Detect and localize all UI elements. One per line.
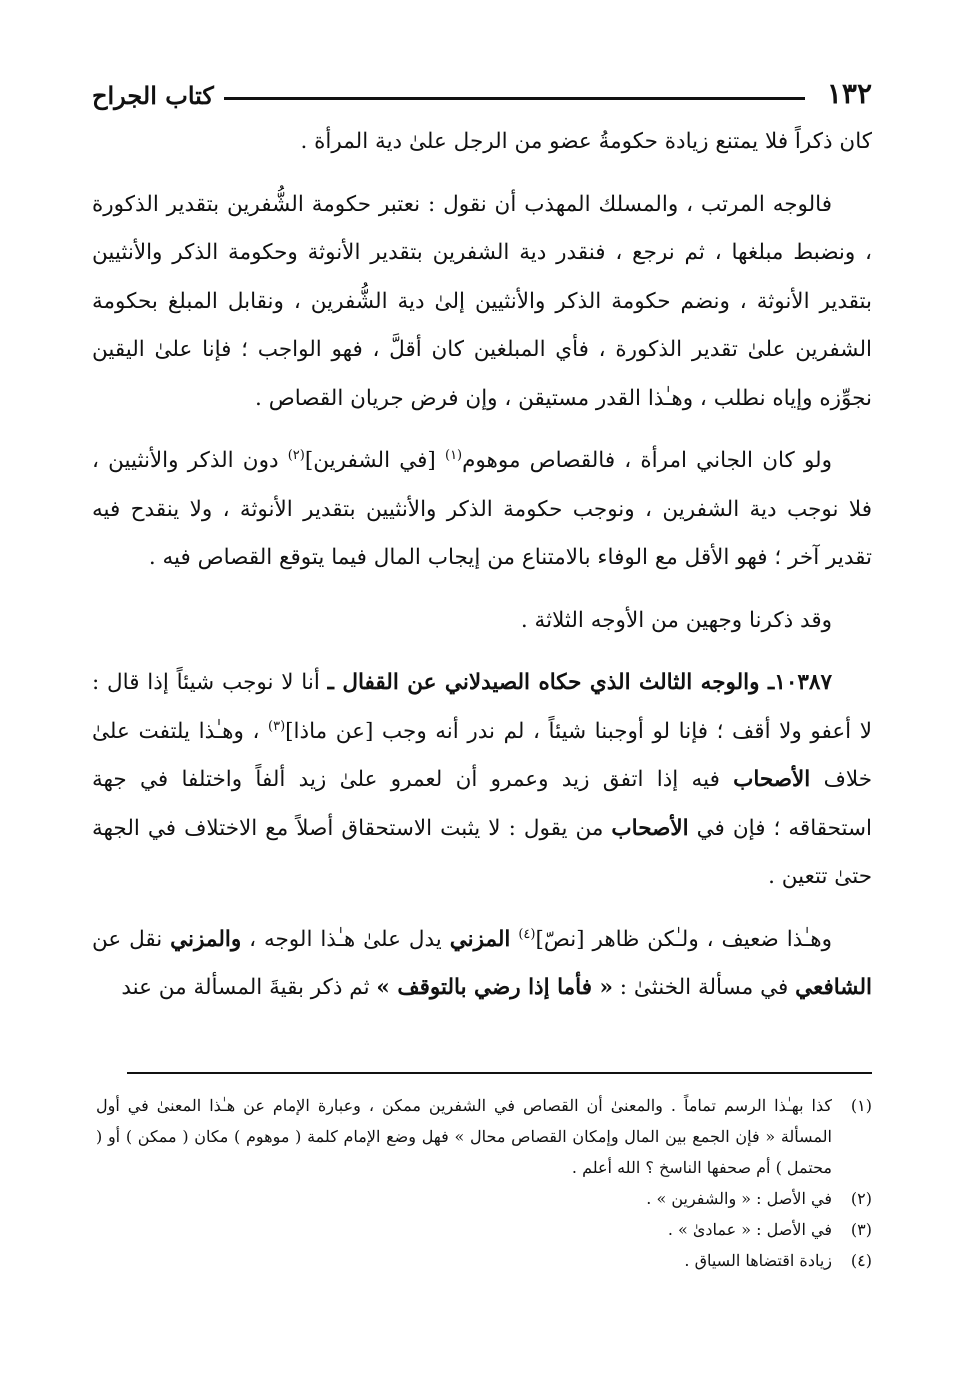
footnote-text: كذا بهـٰذا الرسم تماماً . والمعنىٰ أن القصاص في الشفرين ممكن ، وعبارة الإمام عن هـٰذا المعنىٰ في أول المسألة « فإن الجمع بين المال وإمكان القصاص محال » فهل وضع الإمام كلمة ( موهوم ) مكان ( ممكن ) أو ( محتمل ) أم صحفها الناسخ ؟ الله أعلم . xyxy=(96,1096,832,1177)
running-title: كتاب الجراح xyxy=(92,81,214,110)
footnote-number: (٢) xyxy=(850,1189,872,1208)
section-heading: ١٠٣٨٧ـ والوجه الثالث الذي حكاه الصيدلاني عن القفال ـ xyxy=(327,670,833,695)
book-page xyxy=(92,68,872,1368)
footnote-number: (٤) xyxy=(850,1251,872,1270)
header-rule xyxy=(224,97,805,100)
main-text xyxy=(92,118,872,1013)
footnote-number: (٣) xyxy=(850,1220,872,1239)
page-header xyxy=(92,68,872,110)
paragraph-1: كان ذكراً فلا يمتنع زيادة حكومةُ عضو من الرجل علىٰ دية المرأة . xyxy=(300,129,872,154)
footnote-ref-4: (٤) xyxy=(518,926,536,942)
footnote-number: (١) xyxy=(850,1096,872,1115)
footnote-separator xyxy=(127,1072,872,1074)
paragraph-6: وهـٰذا ضعيف ، ولـٰكن ظاهر [نصّ]$^{(٤)}$ المزني يدل علىٰ هـٰذا الوجه ، والمزني نقل عن الشافعي في مسألة الخنثىٰ : « فأما إذا رضي بالتوقف » ثم ذكر بقيةَ المسألة من عند xyxy=(92,926,872,1000)
footnote-text: في الأصل : « والشفرين » . xyxy=(646,1189,832,1208)
paragraph-2: فالوجه المرتب ، والمسلك المهذب أن نقول : نعتبر حكومة الشُّفرين بتقدير الذكورة ، ونضبط مبلغها ، ثم نرجع ، فنقدر دية الشفرين بتقدير الأنوثة وحكومة الذكر والأنثيين بتقدير الأنوثة ، ونضم حكومة الذكر والأنثيين إلىٰ دية الشُّفرين ، ونقابل المبلغ بحكومة الشفرين علىٰ تقدير الذكورة ، فأي المبلغين كان أقلَّ ، فهو الواجب ؛ فإنا علىٰ اليقين نجوِّزه وإياه نطلب ، وهـٰذا القدر مستيقن ، وإن فرض جريان القصاص . xyxy=(92,191,872,411)
footnote-ref-3: (٣) xyxy=(268,718,286,734)
footnote-text: زيادة اقتضاها السياق . xyxy=(684,1251,832,1270)
footnote-1 xyxy=(92,1090,872,1183)
footnote-4 xyxy=(92,1245,872,1276)
paragraph-5: ١٠٣٨٧ـ والوجه الثالث الذي حكاه الصيدلاني عن القفال ـ أنا لا نوجب شيئاً إذا قال : لا أعفو ولا أقف ؛ فإنا لو أوجبنا شيئاً ، لم ندر أنه وجب [عن ماذا]$^{(٣)}$ ، وهـٰذا يلتفت علىٰ خلاف الأصحاب فيه إذا اتفق زيد وعمرو أن لعمرو علىٰ زيد ألفاً واختلفا في جهة استحقاقه ؛ فإن في الأصحاب من يقول : لا يثبت الاستحقاق أصلاً مع الاختلاف في الجهة حتىٰ تتعين . xyxy=(92,670,873,889)
footnote-3 xyxy=(92,1214,872,1245)
footnote-ref-1: (١) xyxy=(444,447,463,463)
footnote-text: في الأصل : « عمادىٰ » . xyxy=(667,1220,832,1239)
footnotes xyxy=(92,1090,872,1276)
paragraph-3: ولو كان الجاني امرأة ، فالقصاص موهوم$^{(١)}$ [في الشفرين]$^{(٢)}$ دون الذكر والأنثيين ، فلا نوجب دية الشفرين ، ونوجب حكومة الذكر والأنثيين بتقدير الأنوثة ، ولا ينقدح فيه تقدير آخر ؛ فهو الأقل مع الوفاء بالامتناع من إيجاب المال فيما يتوقع القصاص فيه . xyxy=(92,447,872,570)
footnote-ref-2: (٢) xyxy=(287,447,305,463)
paragraph-4: وقد ذكرنا وجهين من الأوجه الثلاثة . xyxy=(520,607,832,633)
footnote-2 xyxy=(92,1183,872,1214)
page-number: ١٣٢ xyxy=(826,77,872,110)
